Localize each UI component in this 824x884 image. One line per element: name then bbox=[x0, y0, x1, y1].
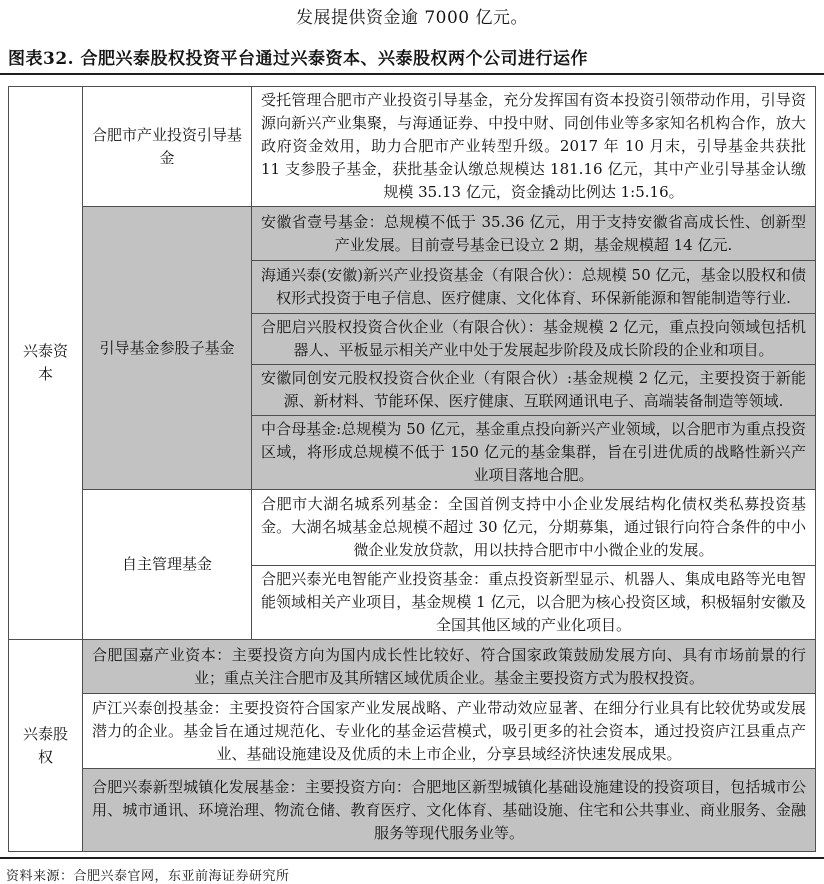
table-row bbox=[9, 490, 816, 566]
description-cell: 中合母基金:总规模为 50 亿元，基金重点投向新兴产业领域，以合肥市为重点投资区域，将形成总规模不低于 150 亿元的基金集群，旨在引进优质的战略性新兴产业项目落地合肥。 bbox=[252, 416, 816, 490]
description-cell: 安徽省壹号基金：总规模不低于 35.36 亿元，用于支持安徽省高成长性、创新型产业发展。目前壹号基金已设立 2 期，基金规模超 14 亿元. bbox=[252, 207, 816, 261]
group-cell-xingtai-capital: 兴泰资本 bbox=[9, 87, 83, 640]
description-cell: 合肥兴泰光电智能产业投资基金：重点投资新型显示、机器人、集成电路等光电智能领域相关产业项目，基金规模 1 亿元，以合肥为核心投资区域，积极辐射安徽及全国其他区域的产业化项目。 bbox=[252, 566, 816, 640]
description-cell: 合肥市大湖名城系列基金：全国首例支持中小企业发展结构化债权类私募投资基金。大湖名城基金总规模不超过 30 亿元，分期募集，通过银行向符合条件的中小微企业发放贷款，用以扶持合肥市中小微企业的发展。 bbox=[252, 490, 816, 566]
description-cell: 合肥兴泰新型城镇化发展基金：主要投资方向：合肥地区新型城镇化基础设施建设的投资项目，包括城市公用、城市通讯、环境治理、物流仓储、教育医疗、文化体育、基础设施、住宅和公共事业、商业服务、金融服务等现代服务业等。 bbox=[83, 769, 816, 852]
source-note: 资料来源：合肥兴泰官网，东亚前海证券研究所 bbox=[6, 869, 290, 884]
category-cell-self-managed: 自主管理基金 bbox=[83, 490, 252, 640]
description-cell: 合肥国嘉产业资本：主要投资方向为国内成长性比较好、符合国家政策鼓励发展方向、具有市场前景的行业；重点关注合肥市及其所辖区域优质企业。基金主要投资方式为股权投资。 bbox=[83, 640, 816, 694]
table-row bbox=[9, 207, 816, 261]
table-row bbox=[9, 694, 816, 769]
caption-underline bbox=[0, 73, 824, 75]
table-row bbox=[9, 87, 816, 207]
category-cell-guidance-fund: 合肥市产业投资引导基金 bbox=[83, 87, 252, 207]
figure-caption: 图表32. 合肥兴泰股权投资平台通过兴泰资本、兴泰股权两个公司进行运作 bbox=[8, 49, 588, 69]
description-cell: 海通兴泰(安徽)新兴产业投资基金（有限合伙）：总规模 50 亿元，基金以股权和债权形式投资于电子信息、医疗健康、文化体育、环保新能源和智能制造等行业. bbox=[252, 261, 816, 314]
group-cell-xingtai-equity: 兴泰股权 bbox=[9, 640, 83, 852]
fund-platform-table bbox=[8, 86, 816, 852]
table-row bbox=[9, 769, 816, 852]
description-cell: 受托管理合肥市产业投资引导基金，充分发挥国有资本投资引领带动作用，引导资源向新兴产业集聚，与海通证券、中投中财、同创伟业等多家知名机构合作，放大政府资金效用，助力合肥市产业转型升级。2017 年 10 月末，引导基金共获批 11 支参股子基金，获批基金认缴总规模达 181.16 亿元，其中产业引导基金认缴规模 35.13 亿元，资金撬动比例达 1:5.16。 bbox=[252, 87, 816, 207]
description-cell: 庐江兴泰创投基金：主要投资符合国家产业发展战略、产业带动效应显著、在细分行业具有比较优势或发展潜力的企业。基金旨在通过规范化、专业化的基金运营模式，吸引更多的社会资本，通过投资庐江县重点产业、基础设施建设及优质的未上市企业，分享县域经济快速发展成果。 bbox=[83, 694, 816, 769]
description-cell: 合肥启兴股权投资合伙企业（有限合伙）：基金规模 2 亿元，重点投向领域包括机器人、平板显示相关产业中处于发展起步阶段及成长阶段的企业和项目。 bbox=[252, 314, 816, 365]
description-cell: 安徽同创安元股权投资合伙企业（有限合伙）:基金规模 2 亿元，主要投资于新能源、新材料、节能环保、医疗健康、互联网通讯电子、高端装备制造等领域. bbox=[252, 365, 816, 416]
intro-text: 发展提供资金逾 7000 亿元。 bbox=[295, 8, 529, 28]
category-cell-sub-funds: 引导基金参股子基金 bbox=[83, 207, 252, 490]
table-row bbox=[9, 640, 816, 694]
